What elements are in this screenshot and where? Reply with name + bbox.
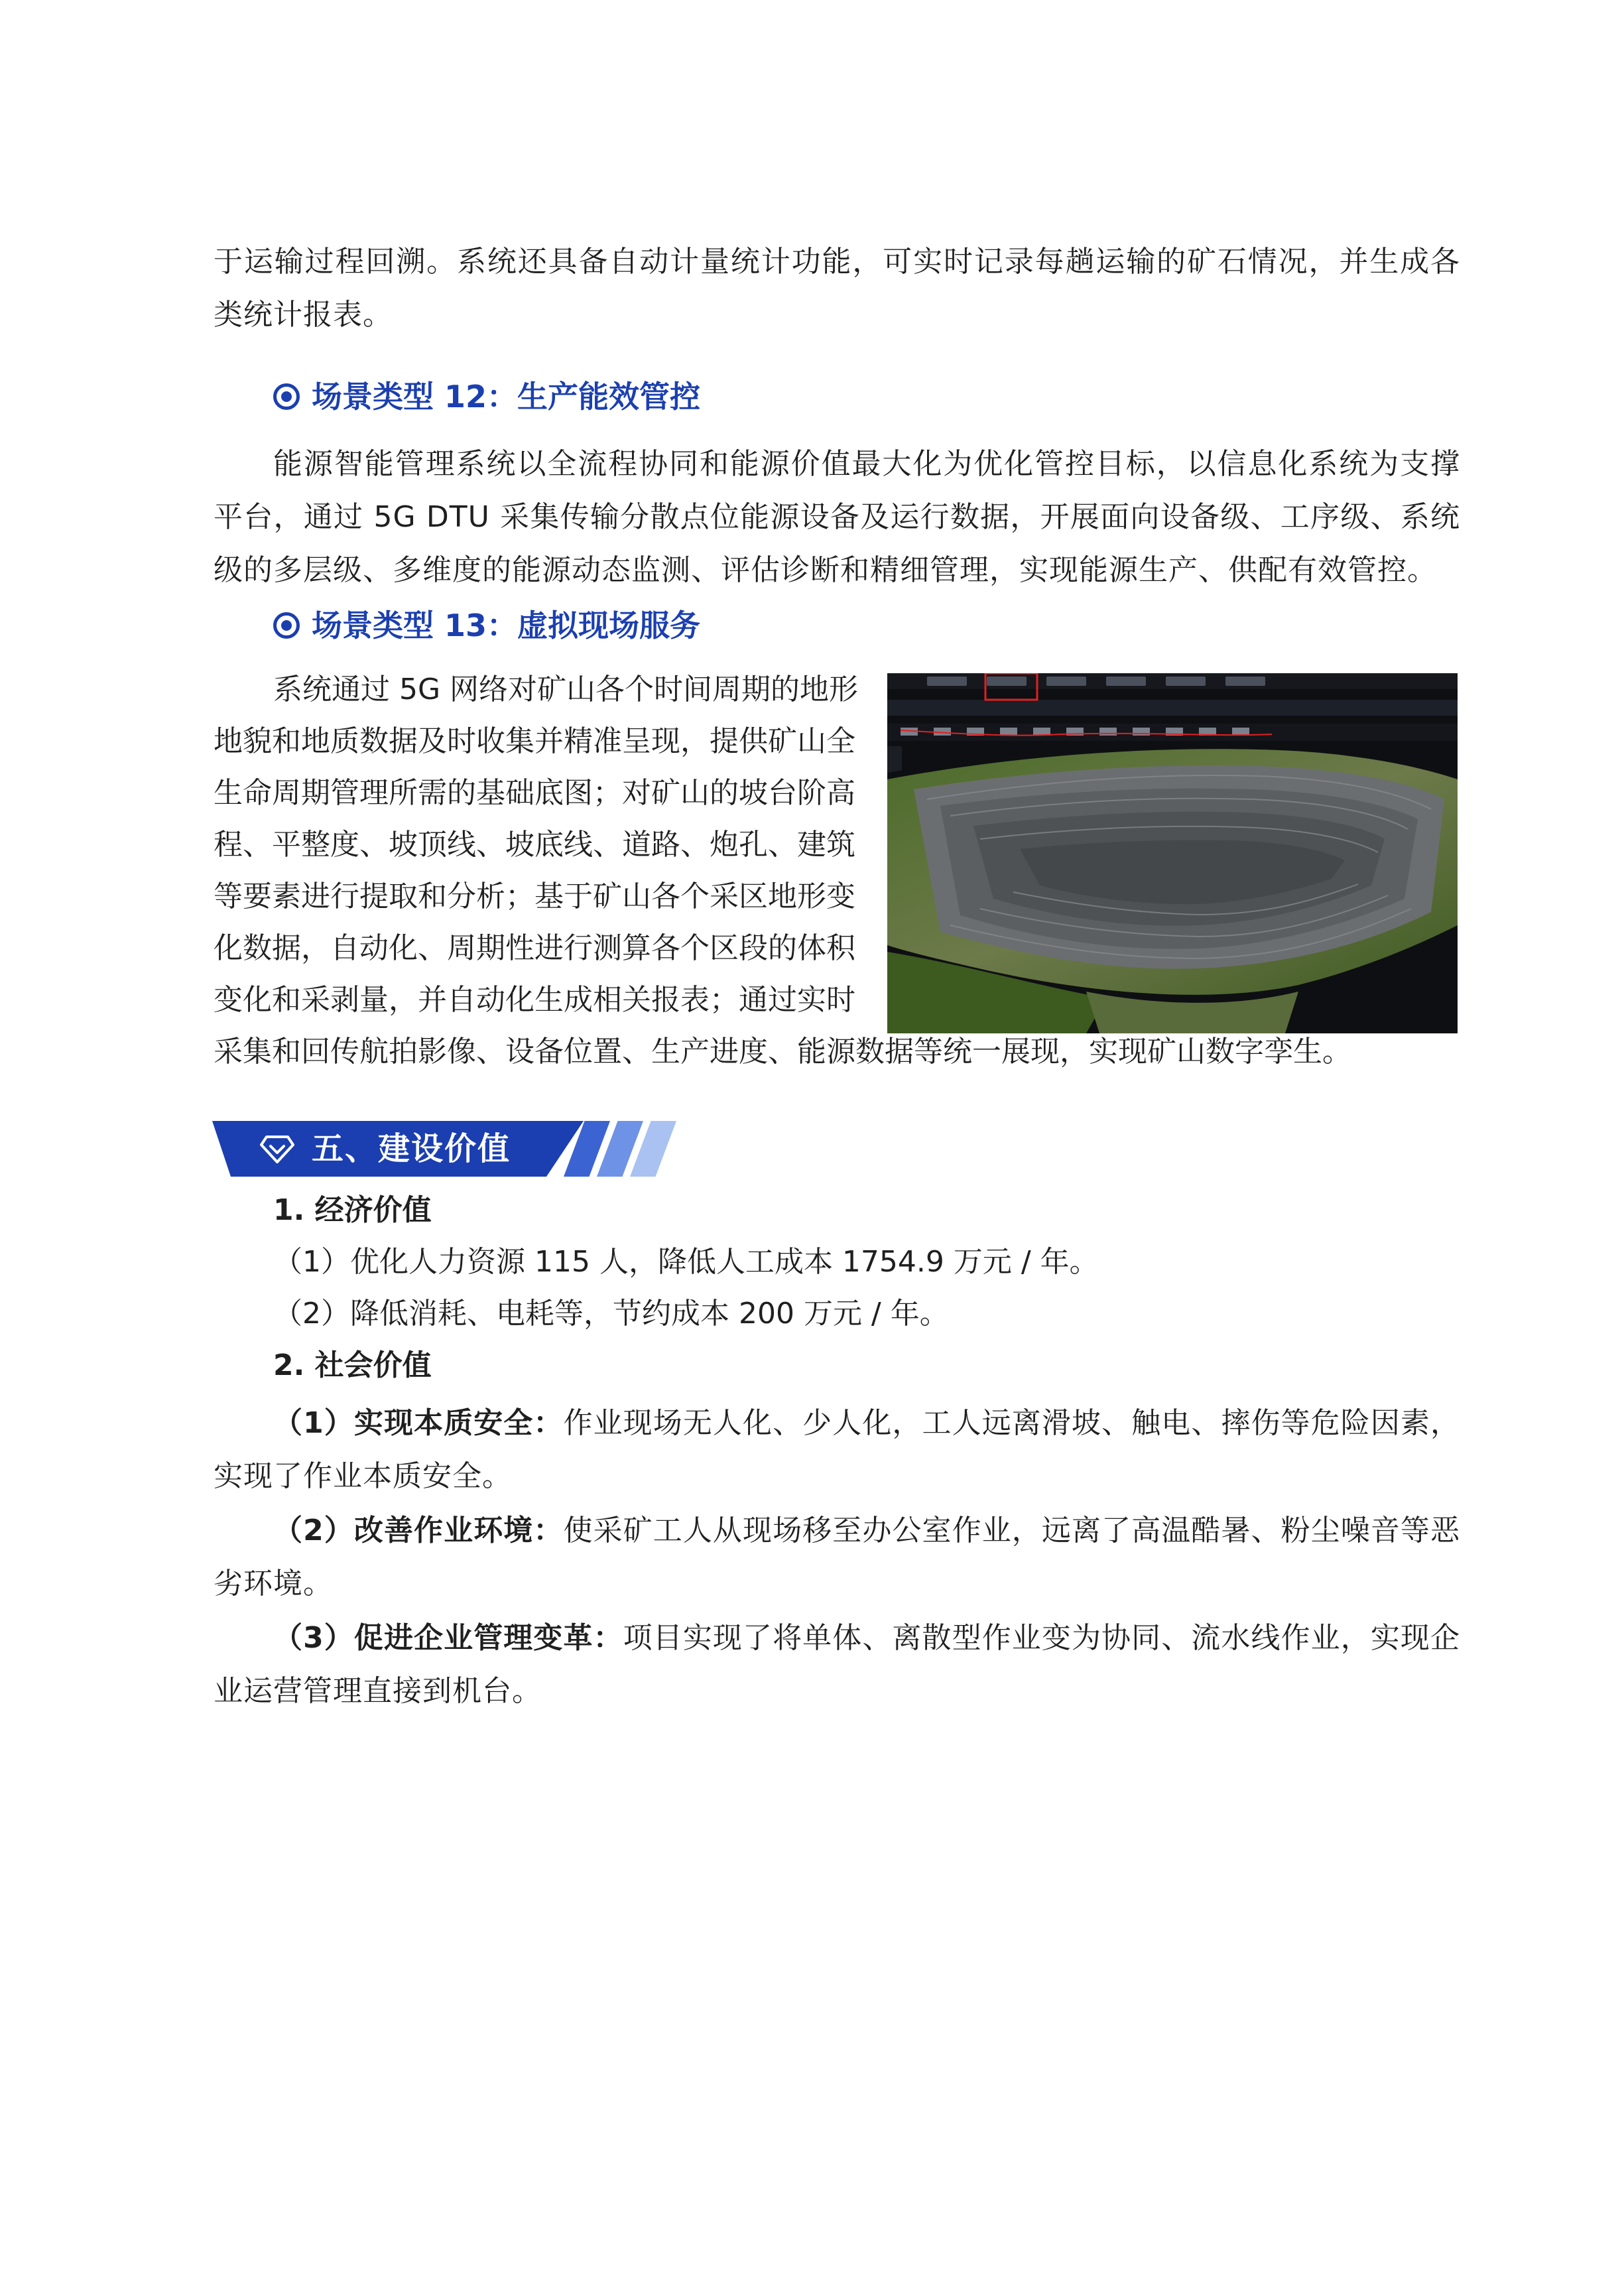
target-bullet-icon xyxy=(273,383,300,410)
social-item-lead: （3）促进企业管理变革： xyxy=(273,1621,623,1655)
intro-continuation: 于运输过程回溯。系统还具备自动计量统计功能，可实时记录每趟运输的矿石情况，并生成各类统计报表。 xyxy=(214,245,1460,332)
scene13-line: 采集和回传航拍影像、设备位置、生产进度、能源数据等统一展现，实现矿山数字孪生。 xyxy=(214,1035,1351,1069)
section-banner xyxy=(212,1121,663,1177)
highlight-box xyxy=(985,673,1037,700)
mine-3d-model-screenshot xyxy=(887,673,1458,1033)
scene13-line: 生命周期管理所需的基础底图；对矿山的坡台阶高 xyxy=(214,776,855,810)
social-item xyxy=(214,1504,1460,1610)
social-item-text: 使采矿工人从现场移至办公室作业，远离了高温酷暑、粉尘噪音等恶劣环境。 xyxy=(214,1514,1460,1600)
scene13-heading xyxy=(273,606,700,645)
scene13-line: 程、平整度、坡顶线、坡底线、道路、炮孔、建筑 xyxy=(214,828,855,862)
scene13-line: 变化和采剥量，并自动化生成相关报表；通过实时 xyxy=(214,983,855,1017)
scene12-title: 场景类型 12：生产能效管控 xyxy=(312,379,701,415)
target-bullet-icon xyxy=(273,612,300,639)
scene13-line: 等要素进行提取和分析；基于矿山各个采区地形变 xyxy=(214,879,855,913)
scene13-line: 地貌和地质数据及时收集并精准呈现，提供矿山全 xyxy=(214,724,855,758)
econ-item: （2）降低消耗、电耗等，节约成本 200 万元 / 年。 xyxy=(273,1297,949,1331)
social-item xyxy=(214,1397,1460,1503)
scene13-line: 化数据，自动化、周期性进行测算各个区段的体积 xyxy=(214,931,855,965)
open-pit-terrain-icon xyxy=(887,673,1458,1033)
social-heading: 2. 社会价值 xyxy=(273,1348,432,1382)
scene12-heading xyxy=(273,377,700,417)
scene13-title: 场景类型 13：虚拟现场服务 xyxy=(312,608,701,643)
social-item-text: 项目实现了将单体、离散型作业变为协同、流水线作业，实现企业运营管理直接到机台。 xyxy=(214,1621,1460,1708)
section-title: 五、建设价值 xyxy=(312,1130,511,1167)
econ-item: （1）优化人力资源 115 人，降低人工成本 1754.9 万元 / 年。 xyxy=(273,1245,1099,1279)
highlight-underline xyxy=(901,730,1272,736)
econ-heading: 1. 经济价值 xyxy=(273,1193,432,1227)
social-item-lead: （2）改善作业环境： xyxy=(273,1514,564,1547)
social-item xyxy=(214,1612,1460,1718)
scene13-line: 系统通过 5G 网络对矿山各个时间周期的地形 xyxy=(273,673,859,706)
social-item-lead: （1）实现本质安全： xyxy=(273,1406,564,1440)
diamond-icon xyxy=(260,1134,294,1163)
social-item-text: 作业现场无人化、少人化，工人远离滑坡、触电、摔伤等危险因素，实现了作业本质安全。 xyxy=(214,1406,1460,1493)
scene12-body: 能源智能管理系统以全流程协同和能源价值最大化为优化管控目标，以信息化系统为支撑平台，通过 5G DTU 采集传输分散点位能源设备及运行数据，开展面向设备级、工序级、系统级的多层级、多维度的能源动态监测、评估诊断和精细管理，实现能源生产、供配有效管控。 xyxy=(214,447,1460,587)
